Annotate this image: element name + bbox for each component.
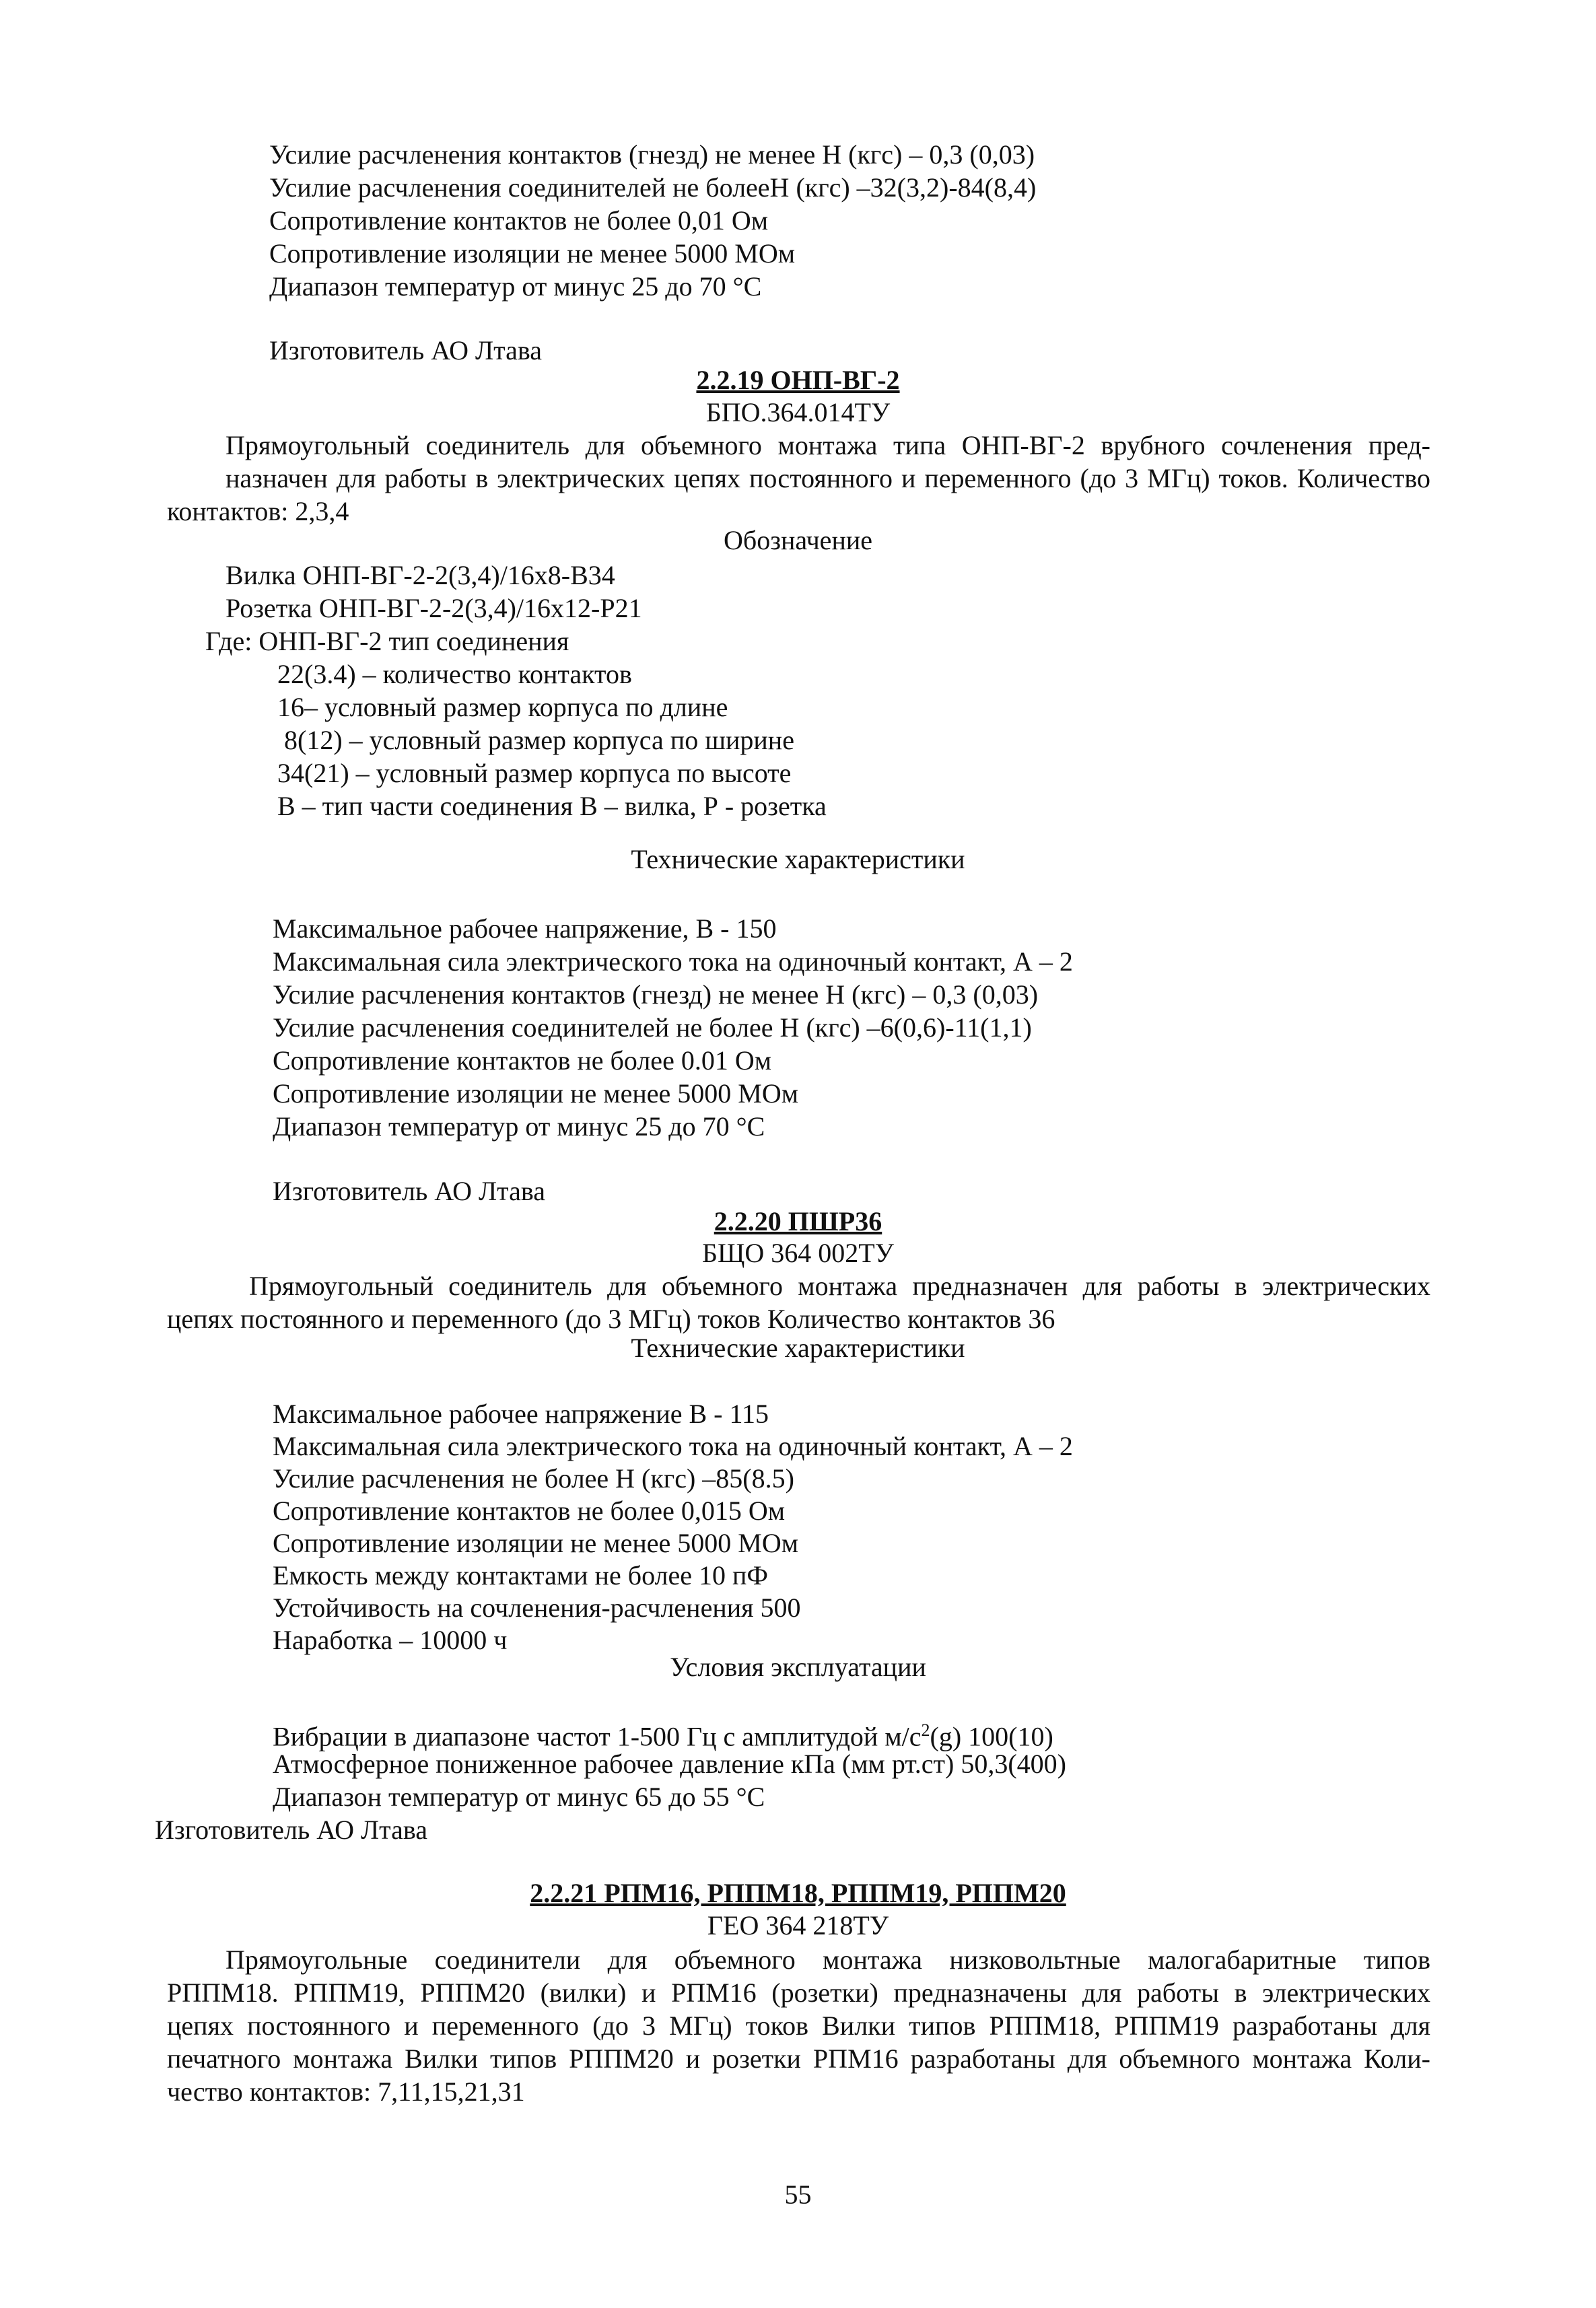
intro-line: РППМ18. РППМ19, РППМ20 (вилки) и РПМ16 (розетки) предназначены для работы в электрических xyxy=(167,1978,1430,2008)
intro-line: контактов: 2,3,4 xyxy=(167,496,349,526)
vibration-value: (g) 100(10) xyxy=(930,1721,1053,1752)
intro-line: Прямоугольный соединитель для объемного монтажа типа ОНП-ВГ-2 врубного сочленения пред- xyxy=(225,430,1430,460)
legend-line: 8(12) – условный размер корпуса по ширине xyxy=(284,725,794,755)
tech-line: Максимальное рабочее напряжение, В - 150 xyxy=(273,913,777,944)
tech-line: Устойчивость на сочленения-расчленения 500 xyxy=(273,1593,801,1623)
tech-title: Технические характеристики xyxy=(631,844,965,874)
tech-title: Технические характеристики xyxy=(631,1333,965,1363)
section-heading: 2.2.19 ОНП-ВГ-2 xyxy=(696,365,900,395)
intro-line: Прямоугольный соединитель для объемного монтажа предназначен для работы в электрических xyxy=(249,1271,1430,1301)
condition-line: Атмосферное пониженное рабочее давление кПа (мм рт.ст) 50,3(400) xyxy=(273,1749,1066,1779)
section-heading: 2.2.20 ПШР36 xyxy=(714,1206,882,1236)
vibration-text: Вибрации в диапазоне частот 1-500 Гц с амплитудой м/с xyxy=(273,1721,922,1752)
intro-line: цепях постоянного и переменного (до 3 МГц) токов Количество контактов 36 xyxy=(167,1304,1055,1334)
tech-line: Максимальная сила электрического тока на одиночный контакт, А – 2 xyxy=(273,946,1073,977)
tech-line: Наработка – 10000 ч xyxy=(273,1625,508,1655)
designation-title: Обозначение xyxy=(723,525,873,555)
legend-line: 22(3.4) – количество контактов xyxy=(277,659,632,689)
condition-line: Диапазон температур от минус 65 до 55 °С xyxy=(273,1782,765,1812)
intro-line: печатного монтажа Вилки типов РППМ20 и розетки РПМ16 разработаны для объемного монтажа Коли- xyxy=(167,2043,1430,2074)
tech-line: Сопротивление изоляции не менее 5000 МОм xyxy=(273,1078,799,1109)
intro-line: цепях постоянного и переменного (до 3 МГц) токов Вилки типов РППМ18, РППМ19 разработаны для xyxy=(167,2010,1430,2041)
intro-line: чество контактов: 7,11,15,21,31 xyxy=(167,2076,525,2107)
tech-line: Диапазон температур от минус 25 до 70 °С xyxy=(273,1111,765,1142)
section-heading: 2.2.21 РПМ16, РППМ18, РППМ19, РППМ20 xyxy=(530,1878,1066,1908)
page-number: 55 xyxy=(784,2179,812,2210)
section-code: ГЕО 364 218ТУ xyxy=(707,1910,889,1940)
tech-line: Сопротивление контактов не более 0.01 Ом xyxy=(273,1045,772,1076)
designation-line: Вилка ОНП-ВГ-2-2(3,4)/16х8-В34 xyxy=(225,560,615,590)
tech-line: Усилие расчленения соединителей не более Н (кгс) –6(0,6)-11(1,1) xyxy=(273,1012,1032,1043)
tech-line: Усилие расчленения контактов (гнезд) не менее Н (кгс) – 0,3 (0,03) xyxy=(273,979,1039,1010)
manufacturer-line: Изготовитель АО Лтава xyxy=(273,1176,545,1206)
intro-line: Прямоугольные соединители для объемного монтажа низковольтные малогабаритные типов xyxy=(225,1945,1430,1975)
spec-line: Сопротивление контактов не более 0,01 Ом xyxy=(269,205,769,236)
tech-line: Максимальное рабочее напряжение В - 115 xyxy=(273,1399,769,1429)
spec-line: Усилие расчленения контактов (гнезд) не менее Н (кгс) – 0,3 (0,03) xyxy=(269,139,1035,170)
spec-line: Диапазон температур от минус 25 до 70 °С xyxy=(269,271,762,302)
legend-line: 34(21) – условный размер корпуса по высоте xyxy=(277,758,792,788)
manufacturer-line: Изготовитель АО Лтава xyxy=(269,335,542,365)
tech-line: Усилие расчленения не более Н (кгс) –85(8.5) xyxy=(273,1463,794,1494)
section-code: БПО.364.014ТУ xyxy=(705,397,891,427)
legend-line: 16– условный размер корпуса по длине xyxy=(277,692,728,722)
spec-line: Сопротивление изоляции не менее 5000 МОм xyxy=(269,238,796,269)
manufacturer-line: Изготовитель АО Лтава xyxy=(155,1815,427,1845)
tech-line: Емкость между контактами не более 10 пФ xyxy=(273,1560,769,1590)
section-code: БЩО 364 002ТУ xyxy=(702,1238,894,1268)
tech-line: Сопротивление контактов не более 0,015 Ом xyxy=(273,1496,786,1526)
superscript-2: 2 xyxy=(921,1720,930,1740)
designation-line: Где: ОНП-ВГ-2 тип соединения xyxy=(205,626,569,656)
designation-line: Розетка ОНП-ВГ-2-2(3,4)/16х12-Р21 xyxy=(225,593,642,623)
spec-line: Усилие расчленения соединителей не болееН (кгс) –32(3,2)-84(8,4) xyxy=(269,172,1037,203)
intro-line: назначен для работы в электрических цепях постоянного и переменного (до 3 МГц) токов. Количество xyxy=(225,463,1430,493)
legend-line: В – тип части соединения В – вилка, Р - розетка xyxy=(277,791,827,821)
conditions-title: Условия эксплуатации xyxy=(670,1652,926,1682)
tech-line: Максимальная сила электрического тока на одиночный контакт, А – 2 xyxy=(273,1431,1073,1461)
tech-line: Сопротивление изоляции не менее 5000 МОм xyxy=(273,1528,799,1558)
